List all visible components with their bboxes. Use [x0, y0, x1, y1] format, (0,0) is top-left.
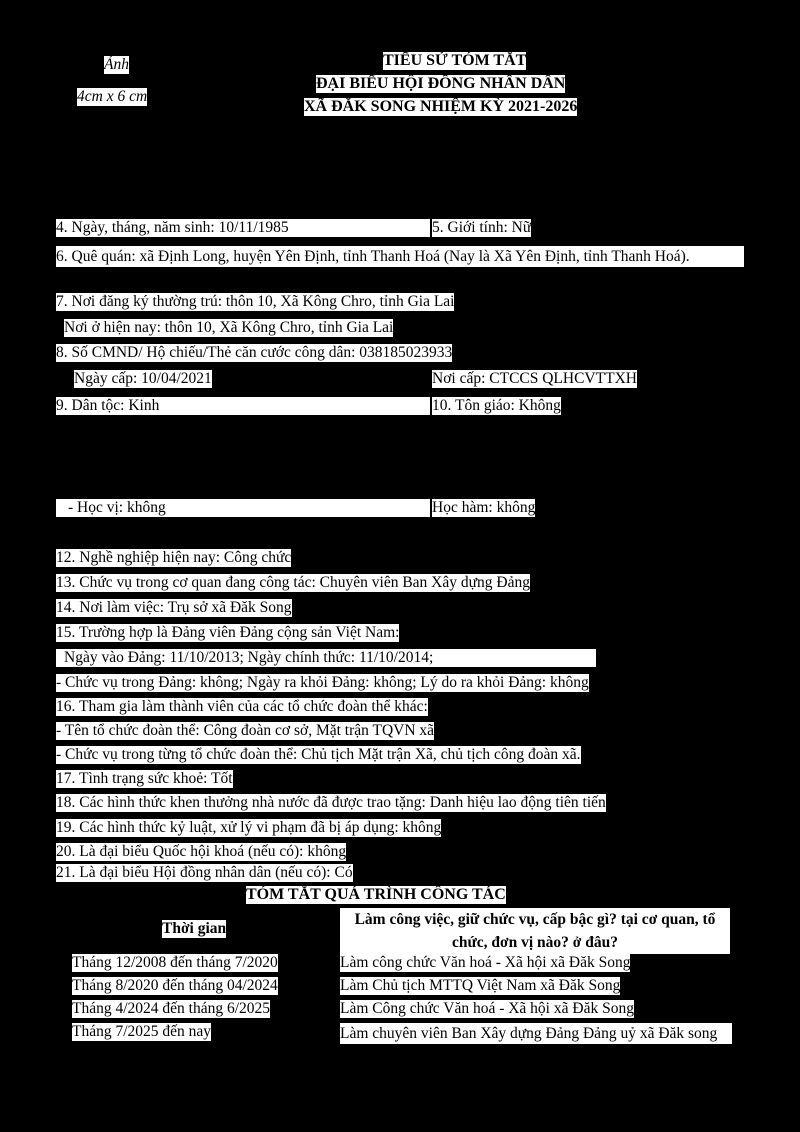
doc-title-line2: ĐẠI BIỂU HỘI ĐỒNG NHÂN DÂN	[316, 75, 566, 92]
field-academic-title: Học hàm: không	[432, 499, 536, 516]
field-permanent-residence: 7. Nơi đăng ký thường trú: thôn 10, Xã Kông Chro, tỉnh Gia Lai	[56, 293, 455, 310]
field-hometown: 6. Quê quán: xã Định Long, huyện Yên Định, tỉnh Thanh Hoá (Nay là Xã Yên Định, tỉnh Thanh Hoá).	[56, 246, 744, 267]
field-union-member: 16. Tham gia làm thành viên của các tổ chức đoàn thể khác:	[56, 698, 428, 715]
field-occupation: 12. Nghề nghiệp hiện nay: Công chức	[56, 549, 292, 566]
table-row-time: Tháng 8/2020 đến tháng 04/2024	[72, 977, 278, 994]
field-na-delegate: 20. Là đại biểu Quốc hội khoá (nếu có): không	[56, 843, 347, 860]
field-id-number: 8. Số CMND/ Hộ chiếu/Thẻ căn cước công dân: 038185023933	[56, 344, 453, 361]
field-religion: 10. Tôn giáo: Không	[432, 397, 561, 414]
field-degree: - Học vị: không	[56, 499, 430, 517]
doc-title-line3: XÃ ĐĂK SONG NHIỆM KỲ 2021-2026	[304, 98, 578, 115]
field-union-positions: - Chức vụ trong từng tổ chức đoàn thể: Chủ tịch Mặt trận Xã, chủ tịch công đoàn xã.	[56, 746, 581, 763]
field-discipline: 19. Các hình thức kỷ luật, xử lý vi phạm đã bị áp dụng: không	[56, 819, 442, 836]
table-row-role: Làm Chủ tịch MTTQ Việt Nam xã Đăk Song	[340, 977, 621, 994]
column-header-time: Thời gian	[162, 920, 227, 937]
field-gender: 5. Giới tính: Nữ	[432, 219, 532, 236]
work-history-title: TÓM TẮT QUÁ TRÌNH CÔNG TÁC	[246, 886, 506, 903]
column-header-role: Làm công việc, giữ chức vụ, cấp bậc gì? tại cơ quan, tổ chức, đơn vị nào? ở đâu?	[340, 908, 730, 954]
field-party-position: - Chức vụ trong Đảng: không; Ngày ra khỏi Đảng: không; Lý do ra khỏi Đảng: không	[56, 674, 589, 691]
field-health: 17. Tình trạng sức khoẻ: Tốt	[56, 770, 233, 787]
field-party-dates: Ngày vào Đảng: 11/10/2013; Ngày chính thức: 11/10/2014;	[56, 649, 596, 667]
field-union-names: - Tên tổ chức đoàn thể: Công đoàn cơ sở, Mặt trận TQVN xã	[56, 722, 435, 739]
field-awards: 18. Các hình thức khen thưởng nhà nước đã được trao tặng: Danh hiệu lao động tiên tiến	[56, 794, 606, 811]
field-current-residence: Nơi ở hiện nay: thôn 10, Xã Kông Chro, tỉnh Gia Lai	[64, 319, 394, 336]
doc-title-line1: TIỂU SỬ TÓM TẮT	[383, 52, 527, 69]
table-row-role: Làm Công chức Văn hoá - Xã hội xã Đăk Song	[340, 1000, 634, 1017]
table-row-role: Làm công chức Văn hoá - Xã hội xã Đăk Song	[340, 954, 631, 971]
field-issue-date: Ngày cấp: 10/04/2021	[74, 370, 212, 387]
photo-size-label: 4cm x 6 cm	[77, 88, 148, 105]
field-position: 13. Chức vụ trong cơ quan đang công tác: Chuyên viên Ban Xây dựng Đảng	[56, 574, 530, 591]
field-ethnicity: 9. Dân tộc: Kinh	[56, 397, 430, 415]
field-council-delegate: 21. Là đại biểu Hội đồng nhân dân (nếu có): Có	[56, 864, 353, 881]
table-row-time: Tháng 12/2008 đến tháng 7/2020	[72, 954, 278, 971]
table-row-time: Tháng 7/2025 đến nay	[72, 1023, 212, 1040]
field-dob: 4. Ngày, tháng, năm sinh: 10/11/1985	[56, 219, 430, 237]
field-workplace: 14. Nơi làm việc: Trụ sở xã Đăk Song	[56, 599, 292, 616]
photo-label: Ảnh	[104, 56, 129, 73]
table-row-role: Làm chuyên viên Ban Xây dựng Đảng Đảng uỷ xã Đăk song	[340, 1023, 732, 1044]
field-party-member: 15. Trường hợp là Đảng viên Đảng cộng sản Việt Nam:	[56, 624, 400, 641]
table-row-time: Tháng 4/2024 đến tháng 6/2025	[72, 1000, 271, 1017]
field-issue-place: Nơi cấp: CTCCS QLHCVTTXH	[432, 370, 637, 387]
